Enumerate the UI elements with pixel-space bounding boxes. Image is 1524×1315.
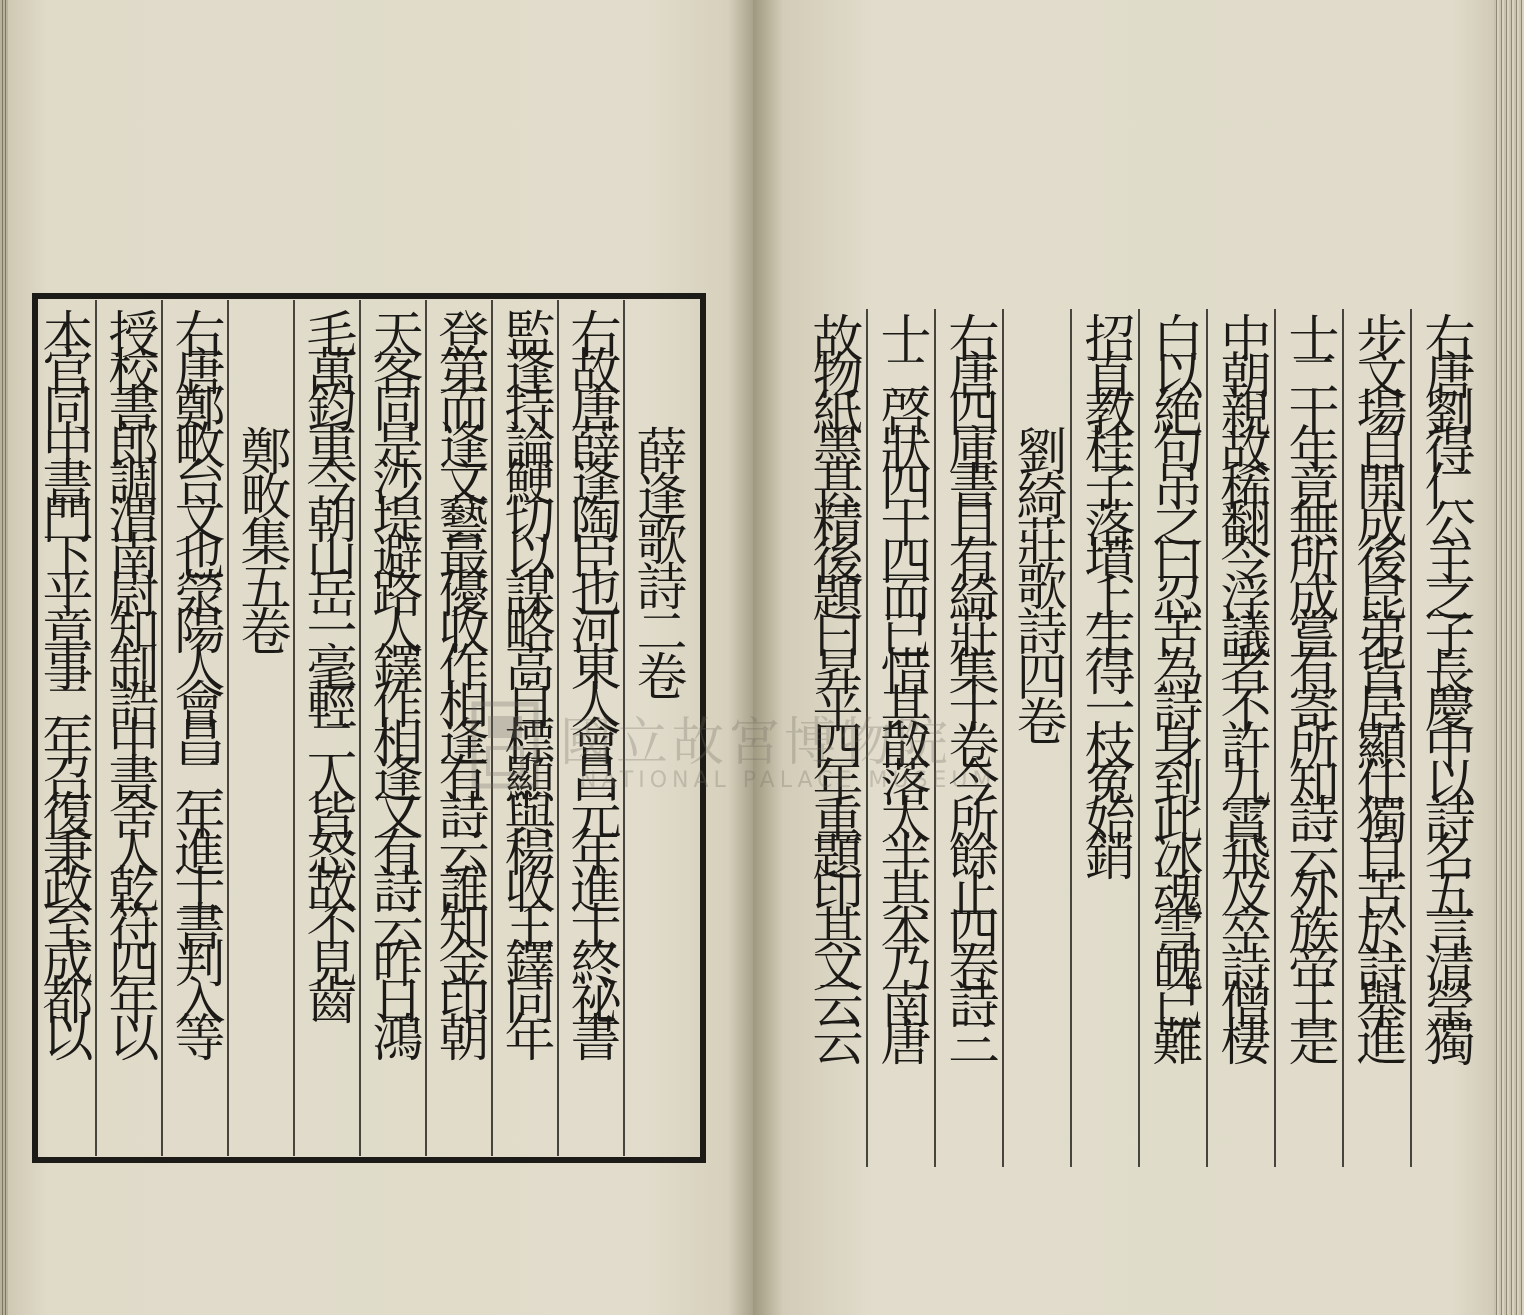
book-title-column: 劉綺莊歌詩四卷 <box>1007 425 1066 740</box>
column-rule <box>1410 309 1412 1167</box>
text-column: 監逢持論鯁切以謀略高自標顯與楊收王鐸同年 <box>495 308 554 1048</box>
column-rule <box>1206 309 1208 1167</box>
text-column: 右故唐薛逢陶臣也河東人會昌元年進士終祕書 <box>561 308 620 1048</box>
column-rule <box>95 300 97 1156</box>
book-edge-right <box>1494 0 1524 1315</box>
museum-watermark <box>440 700 1080 810</box>
text-column: 故物紙墨甚精後題曰昇平四年重題印其文云云 <box>803 312 862 1052</box>
text-column: 登第而逢文藝最優收作相逢有詩云誰知金印朝 <box>429 308 488 1048</box>
column-rule <box>227 300 229 1156</box>
text-column: 授校書郎調渭南尉知制誥中書舍人乾符四年以 <box>99 308 158 1048</box>
watermark-name: 國立故宮博物院 <box>560 713 953 773</box>
text-column: 十二啓狀四十四而已惜其散落太半其本乃南唐 <box>871 312 930 1052</box>
text-column: 中朝親故稀翻令浮議者不許九霄飛及卒詩僧棲 <box>1211 312 1270 1052</box>
text-column: 天客同是沙堤避路人鐸作相逢又有詩云昨日鴻 <box>363 308 422 1048</box>
column-rule <box>161 300 163 1156</box>
text-column: 白以絶句吊之曰忍苦為詩身到此冰魂雪魄已難 <box>1143 312 1202 1052</box>
text-column: 本官同中書門下平章事二年召復秉政至成都以 <box>33 308 92 1048</box>
book-title-column: 薛逢歌詩二卷 <box>627 425 686 695</box>
column-rule <box>425 300 427 1156</box>
column-rule <box>1138 309 1140 1167</box>
text-column: 右唐劉得仁公主之子長慶中以詩名五言清瑩獨 <box>1415 312 1474 1052</box>
book-title-column: 鄭畋集五卷 <box>231 425 290 650</box>
column-rule <box>1342 309 1344 1167</box>
text-column: 毛萬鈞重今朝山岳一毫輕二人皆怒故不見齒 <box>297 308 356 1011</box>
column-rule <box>1274 309 1276 1167</box>
text-column: 招直教桂子落墳上生得一枝寃始銷 <box>1075 312 1134 867</box>
text-column: 右唐四庫書目有綺莊集十卷今所餘止四卷詩三 <box>939 312 998 1052</box>
left-page <box>8 0 753 1315</box>
right-page <box>753 0 1498 1315</box>
text-column: 右唐鄭畋台文也滎陽人會昌二年進士書判入等 <box>165 308 224 1048</box>
column-rule <box>293 300 295 1156</box>
text-column: 步文場自開成後昆弟皆居顯仕獨自苦於詩舉進 <box>1347 312 1406 1052</box>
watermark-english: NATIONAL PALACE MUSEUM <box>580 768 997 793</box>
museum-logo-icon <box>470 700 540 790</box>
text-column: 士二十年竟無所成嘗有寄所知詩云外族帝王是 <box>1279 312 1338 1052</box>
column-rule <box>359 300 361 1156</box>
